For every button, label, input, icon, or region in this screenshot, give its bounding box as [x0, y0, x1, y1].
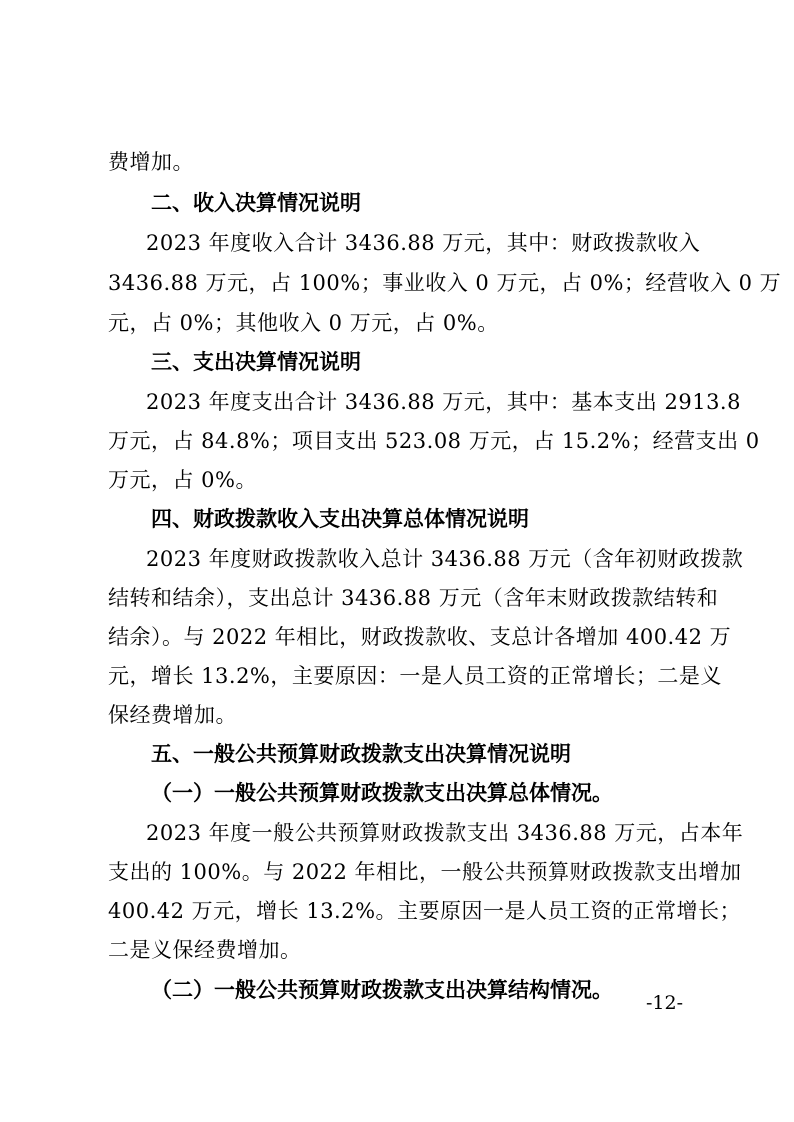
subsection-heading-overall: （一）一般公共预算财政拨款支出决算总体情况。 — [151, 781, 613, 805]
paragraph-line: 万元，占 0%。 — [108, 468, 257, 492]
page-number: -12- — [646, 992, 684, 1014]
section-heading-general-budget: 五、一般公共预算财政拨款支出决算情况说明 — [151, 742, 571, 766]
paragraph-line: 2023 年度收入合计 3436.88 万元，其中：财政拨款收入 — [146, 231, 701, 255]
section-heading-expenditure: 三、支出决算情况说明 — [151, 350, 361, 374]
paragraph-line: 2023 年度一般公共预算财政拨款支出 3436.88 万元，占本年 — [146, 821, 744, 845]
paragraph-line: 万元，占 84.8%；项目支出 523.08 万元，占 15.2%；经营支出 0 — [108, 429, 760, 453]
paragraph-line: 400.42 万元，增长 13.2%。主要原因一是人员工资的正常增长； — [108, 899, 742, 923]
paragraph-line: 2023 年度财政拨款收入总计 3436.88 万元（含年初财政拨款 — [146, 547, 744, 571]
paragraph-line: 结转和结余），支出总计 3436.88 万元（含年末财政拨款结转和 — [108, 586, 719, 610]
subsection-heading-structure: （二）一般公共预算财政拨款支出决算结构情况。 — [151, 978, 613, 1002]
paragraph-line: 费增加。 — [108, 150, 194, 174]
section-heading-fiscal-total: 四、财政拨款收入支出决算总体情况说明 — [151, 507, 529, 531]
paragraph-line: 结余）。与 2022 年相比，财政拨款收、支总计各增加 400.42 万 — [108, 625, 732, 649]
paragraph-line: 二是义保经费增加。 — [108, 938, 302, 962]
paragraph-line: 元，增长 13.2%，主要原因：一是人员工资的正常增长；二是义 — [108, 664, 722, 688]
paragraph-line: 保经费增加。 — [108, 703, 237, 727]
section-heading-income: 二、收入决算情况说明 — [151, 191, 361, 215]
paragraph-line: 2023 年度支出合计 3436.88 万元，其中：基本支出 2913.8 — [146, 390, 741, 414]
paragraph-line: 元，占 0%；其他收入 0 万元，占 0%。 — [108, 311, 499, 335]
paragraph-line: 3436.88 万元，占 100%；事业收入 0 万元，占 0%；经营收入 0 万 — [108, 271, 782, 295]
paragraph-line: 支出的 100%。与 2022 年相比，一般公共预算财政拨款支出增加 — [108, 860, 742, 884]
